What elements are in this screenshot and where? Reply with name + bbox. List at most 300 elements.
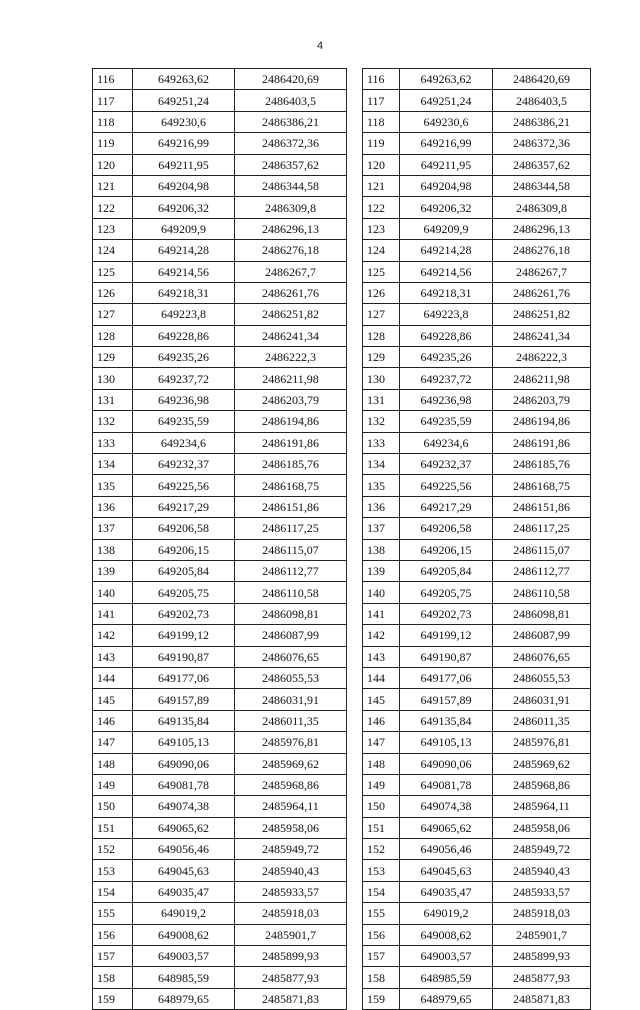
point-number-cell: 117 [93, 90, 133, 111]
table-row [363, 710, 591, 731]
x-coordinate-cell: 648985,59 [133, 967, 235, 988]
y-coordinate-cell: 2485933,57 [235, 881, 347, 902]
y-coordinate-cell: 2486261,76 [235, 282, 347, 303]
table-row [93, 988, 347, 1009]
y-coordinate-cell: 2486296,13 [235, 218, 347, 239]
point-number-cell: 124 [363, 240, 400, 261]
point-number-cell: 117 [363, 90, 400, 111]
y-coordinate-cell: 2486203,79 [493, 389, 591, 410]
table-row [93, 90, 347, 111]
y-coordinate-cell: 2486267,7 [493, 261, 591, 282]
x-coordinate-cell: 649202,73 [400, 603, 493, 624]
table-row [363, 411, 591, 432]
point-number-cell: 129 [363, 347, 400, 368]
table-row [363, 582, 591, 603]
x-coordinate-cell: 649209,9 [400, 218, 493, 239]
y-coordinate-cell: 2486191,86 [235, 432, 347, 453]
y-coordinate-cell: 2486194,86 [235, 411, 347, 432]
y-coordinate-cell: 2486031,91 [493, 689, 591, 710]
point-number-cell: 147 [93, 732, 133, 753]
table-row [93, 625, 347, 646]
point-number-cell: 146 [93, 710, 133, 731]
point-number-cell: 141 [93, 603, 133, 624]
point-number-cell: 138 [363, 539, 400, 560]
point-number-cell: 118 [93, 111, 133, 132]
y-coordinate-cell: 2485901,7 [493, 924, 591, 945]
y-coordinate-cell: 2485918,03 [493, 903, 591, 924]
point-number-cell: 144 [93, 667, 133, 688]
x-coordinate-cell: 649074,38 [133, 796, 235, 817]
table-row [363, 261, 591, 282]
x-coordinate-cell: 649056,46 [133, 839, 235, 860]
y-coordinate-cell: 2486168,75 [235, 475, 347, 496]
y-coordinate-cell: 2486251,82 [235, 304, 347, 325]
table-row [93, 133, 347, 154]
y-coordinate-cell: 2486267,7 [235, 261, 347, 282]
y-coordinate-cell: 2486098,81 [493, 603, 591, 624]
table-row [93, 240, 347, 261]
table-row [363, 304, 591, 325]
y-coordinate-cell: 2485958,06 [235, 817, 347, 838]
y-coordinate-cell: 2485976,81 [235, 732, 347, 753]
table-row [363, 689, 591, 710]
table-row [363, 282, 591, 303]
y-coordinate-cell: 2485871,83 [235, 988, 347, 1009]
y-coordinate-cell: 2486241,34 [493, 325, 591, 346]
point-number-cell: 121 [93, 175, 133, 196]
point-number-cell: 154 [93, 881, 133, 902]
x-coordinate-cell: 649216,99 [400, 133, 493, 154]
y-coordinate-cell: 2485877,93 [235, 967, 347, 988]
table-row [363, 154, 591, 175]
table-row [93, 903, 347, 924]
x-coordinate-cell: 649211,95 [400, 154, 493, 175]
x-coordinate-cell: 649206,15 [400, 539, 493, 560]
point-number-cell: 135 [363, 475, 400, 496]
point-number-cell: 145 [363, 689, 400, 710]
point-number-cell: 157 [93, 946, 133, 967]
point-number-cell: 152 [93, 839, 133, 860]
x-coordinate-cell: 649204,98 [133, 175, 235, 196]
point-number-cell: 147 [363, 732, 400, 753]
table-row [363, 518, 591, 539]
y-coordinate-cell: 2486076,65 [235, 646, 347, 667]
y-coordinate-cell: 2486112,77 [235, 560, 347, 581]
table-row [363, 946, 591, 967]
x-coordinate-cell: 649205,84 [400, 560, 493, 581]
point-number-cell: 123 [93, 218, 133, 239]
point-number-cell: 155 [93, 903, 133, 924]
table-row [363, 774, 591, 795]
x-coordinate-cell: 649206,58 [400, 518, 493, 539]
table-row [93, 603, 347, 624]
x-coordinate-cell: 649190,87 [133, 646, 235, 667]
y-coordinate-cell: 2486309,8 [493, 197, 591, 218]
table-row [363, 368, 591, 389]
y-coordinate-cell: 2486115,07 [493, 539, 591, 560]
table-row [93, 839, 347, 860]
point-number-cell: 125 [363, 261, 400, 282]
point-number-cell: 148 [363, 753, 400, 774]
table-row [363, 924, 591, 945]
x-coordinate-cell: 649177,06 [400, 667, 493, 688]
x-coordinate-cell: 649081,78 [400, 774, 493, 795]
x-coordinate-cell: 649003,57 [133, 946, 235, 967]
table-row [93, 154, 347, 175]
table-row [93, 389, 347, 410]
table-row [363, 796, 591, 817]
point-number-cell: 151 [363, 817, 400, 838]
table-row [363, 325, 591, 346]
table-row [363, 860, 591, 881]
x-coordinate-cell: 649019,2 [133, 903, 235, 924]
y-coordinate-cell: 2486241,34 [235, 325, 347, 346]
point-number-cell: 132 [93, 411, 133, 432]
y-coordinate-cell: 2486151,86 [235, 496, 347, 517]
y-coordinate-cell: 2486087,99 [235, 625, 347, 646]
table-row [93, 261, 347, 282]
y-coordinate-cell: 2485877,93 [493, 967, 591, 988]
x-coordinate-cell: 649008,62 [133, 924, 235, 945]
y-coordinate-cell: 2485940,43 [235, 860, 347, 881]
y-coordinate-cell: 2486211,98 [235, 368, 347, 389]
y-coordinate-cell: 2486420,69 [493, 69, 591, 90]
y-coordinate-cell: 2485940,43 [493, 860, 591, 881]
x-coordinate-cell: 649199,12 [400, 625, 493, 646]
point-number-cell: 148 [93, 753, 133, 774]
x-coordinate-cell: 648985,59 [400, 967, 493, 988]
table-body [93, 69, 347, 1010]
y-coordinate-cell: 2486194,86 [493, 411, 591, 432]
y-coordinate-cell: 2486011,35 [235, 710, 347, 731]
table-row [363, 753, 591, 774]
x-coordinate-cell: 649206,58 [133, 518, 235, 539]
x-coordinate-cell: 649223,8 [400, 304, 493, 325]
x-coordinate-cell: 649105,13 [133, 732, 235, 753]
x-coordinate-cell: 649035,47 [400, 881, 493, 902]
x-coordinate-cell: 649251,24 [133, 90, 235, 111]
point-number-cell: 159 [363, 988, 400, 1009]
table-row [93, 646, 347, 667]
point-number-cell: 126 [363, 282, 400, 303]
y-coordinate-cell: 2486117,25 [235, 518, 347, 539]
point-number-cell: 131 [363, 389, 400, 410]
point-number-cell: 158 [363, 967, 400, 988]
point-number-cell: 157 [363, 946, 400, 967]
point-number-cell: 146 [363, 710, 400, 731]
x-coordinate-cell: 649065,62 [133, 817, 235, 838]
table-row [363, 667, 591, 688]
point-number-cell: 134 [93, 454, 133, 475]
point-number-cell: 130 [363, 368, 400, 389]
table-row [363, 133, 591, 154]
x-coordinate-cell: 649045,63 [133, 860, 235, 881]
point-number-cell: 125 [93, 261, 133, 282]
point-number-cell: 128 [93, 325, 133, 346]
x-coordinate-cell: 648979,65 [400, 988, 493, 1009]
y-coordinate-cell: 2486222,3 [235, 347, 347, 368]
table-row [93, 304, 347, 325]
y-coordinate-cell: 2486151,86 [493, 496, 591, 517]
point-number-cell: 128 [363, 325, 400, 346]
y-coordinate-cell: 2485958,06 [493, 817, 591, 838]
y-coordinate-cell: 2485899,93 [493, 946, 591, 967]
point-number-cell: 122 [363, 197, 400, 218]
table-row [93, 924, 347, 945]
table-row [363, 454, 591, 475]
table-row [93, 282, 347, 303]
table-row [363, 817, 591, 838]
x-coordinate-cell: 649090,06 [400, 753, 493, 774]
x-coordinate-cell: 649205,75 [400, 582, 493, 603]
point-number-cell: 116 [363, 69, 400, 90]
table-row [363, 389, 591, 410]
point-number-cell: 138 [93, 539, 133, 560]
point-number-cell: 122 [93, 197, 133, 218]
x-coordinate-cell: 649214,56 [133, 261, 235, 282]
x-coordinate-cell: 649225,56 [133, 475, 235, 496]
y-coordinate-cell: 2486087,99 [493, 625, 591, 646]
table-row [93, 796, 347, 817]
y-coordinate-cell: 2486168,75 [493, 475, 591, 496]
table-row [363, 496, 591, 517]
x-coordinate-cell: 649235,59 [133, 411, 235, 432]
y-coordinate-cell: 2485969,62 [493, 753, 591, 774]
point-number-cell: 136 [363, 496, 400, 517]
point-number-cell: 127 [363, 304, 400, 325]
table-row [93, 347, 347, 368]
point-number-cell: 145 [93, 689, 133, 710]
x-coordinate-cell: 649199,12 [133, 625, 235, 646]
x-coordinate-cell: 649135,84 [400, 710, 493, 731]
y-coordinate-cell: 2486011,35 [493, 710, 591, 731]
table-row [93, 753, 347, 774]
table-row [363, 732, 591, 753]
y-coordinate-cell: 2485918,03 [235, 903, 347, 924]
table-row [93, 689, 347, 710]
y-coordinate-cell: 2486403,5 [235, 90, 347, 111]
x-coordinate-cell: 649263,62 [400, 69, 493, 90]
table-row [363, 560, 591, 581]
table-row [93, 582, 347, 603]
y-coordinate-cell: 2486403,5 [493, 90, 591, 111]
table-row [363, 175, 591, 196]
x-coordinate-cell: 649135,84 [133, 710, 235, 731]
table-row [93, 454, 347, 475]
y-coordinate-cell: 2485949,72 [493, 839, 591, 860]
x-coordinate-cell: 649228,86 [133, 325, 235, 346]
y-coordinate-cell: 2485871,83 [493, 988, 591, 1009]
x-coordinate-cell: 649209,9 [133, 218, 235, 239]
table-row [93, 946, 347, 967]
point-number-cell: 119 [363, 133, 400, 154]
x-coordinate-cell: 649056,46 [400, 839, 493, 860]
x-coordinate-cell: 649003,57 [400, 946, 493, 967]
point-number-cell: 139 [363, 560, 400, 581]
point-number-cell: 133 [363, 432, 400, 453]
y-coordinate-cell: 2486055,53 [493, 667, 591, 688]
y-coordinate-cell: 2485899,93 [235, 946, 347, 967]
x-coordinate-cell: 649236,98 [400, 389, 493, 410]
x-coordinate-cell: 649228,86 [400, 325, 493, 346]
point-number-cell: 153 [363, 860, 400, 881]
x-coordinate-cell: 649230,6 [133, 111, 235, 132]
x-coordinate-cell: 649157,89 [133, 689, 235, 710]
table-row [93, 817, 347, 838]
x-coordinate-cell: 649081,78 [133, 774, 235, 795]
x-coordinate-cell: 649206,15 [133, 539, 235, 560]
y-coordinate-cell: 2485933,57 [493, 881, 591, 902]
point-number-cell: 123 [363, 218, 400, 239]
x-coordinate-cell: 649090,06 [133, 753, 235, 774]
point-number-cell: 149 [93, 774, 133, 795]
y-coordinate-cell: 2485968,86 [493, 774, 591, 795]
y-coordinate-cell: 2486420,69 [235, 69, 347, 90]
point-number-cell: 156 [363, 924, 400, 945]
y-coordinate-cell: 2486344,58 [493, 175, 591, 196]
point-number-cell: 134 [363, 454, 400, 475]
x-coordinate-cell: 649234,6 [133, 432, 235, 453]
table-row [93, 667, 347, 688]
x-coordinate-cell: 649232,37 [400, 454, 493, 475]
point-number-cell: 137 [363, 518, 400, 539]
x-coordinate-cell: 649202,73 [133, 603, 235, 624]
x-coordinate-cell: 649235,26 [400, 347, 493, 368]
table-row [363, 881, 591, 902]
x-coordinate-cell: 649223,8 [133, 304, 235, 325]
table-row [93, 175, 347, 196]
x-coordinate-cell: 649237,72 [133, 368, 235, 389]
y-coordinate-cell: 2486112,77 [493, 560, 591, 581]
x-coordinate-cell: 649190,87 [400, 646, 493, 667]
x-coordinate-cell: 649225,56 [400, 475, 493, 496]
x-coordinate-cell: 649214,28 [133, 240, 235, 261]
x-coordinate-cell: 649211,95 [133, 154, 235, 175]
table-row [363, 432, 591, 453]
table-row [93, 860, 347, 881]
table-row [93, 368, 347, 389]
table-row [93, 218, 347, 239]
point-number-cell: 127 [93, 304, 133, 325]
table-row [363, 603, 591, 624]
point-number-cell: 154 [363, 881, 400, 902]
x-coordinate-cell: 649214,56 [400, 261, 493, 282]
y-coordinate-cell: 2486357,62 [235, 154, 347, 175]
y-coordinate-cell: 2485964,11 [235, 796, 347, 817]
y-coordinate-cell: 2485949,72 [235, 839, 347, 860]
y-coordinate-cell: 2486309,8 [235, 197, 347, 218]
coordinates-table-right [362, 68, 591, 1010]
y-coordinate-cell: 2486185,76 [493, 454, 591, 475]
table-row [93, 881, 347, 902]
point-number-cell: 158 [93, 967, 133, 988]
point-number-cell: 119 [93, 133, 133, 154]
y-coordinate-cell: 2486055,53 [235, 667, 347, 688]
y-coordinate-cell: 2486386,21 [235, 111, 347, 132]
table-row [363, 839, 591, 860]
table-row [93, 325, 347, 346]
x-coordinate-cell: 649216,99 [133, 133, 235, 154]
table-row [93, 710, 347, 731]
y-coordinate-cell: 2485964,11 [493, 796, 591, 817]
table-body [363, 69, 591, 1010]
point-number-cell: 151 [93, 817, 133, 838]
x-coordinate-cell: 649206,32 [400, 197, 493, 218]
x-coordinate-cell: 649251,24 [400, 90, 493, 111]
table-row [93, 411, 347, 432]
point-number-cell: 132 [363, 411, 400, 432]
page-number: 4 [316, 40, 324, 52]
point-number-cell: 159 [93, 988, 133, 1009]
y-coordinate-cell: 2486296,13 [493, 218, 591, 239]
point-number-cell: 153 [93, 860, 133, 881]
y-coordinate-cell: 2486115,07 [235, 539, 347, 560]
y-coordinate-cell: 2486344,58 [235, 175, 347, 196]
point-number-cell: 120 [93, 154, 133, 175]
point-number-cell: 149 [363, 774, 400, 795]
point-number-cell: 137 [93, 518, 133, 539]
point-number-cell: 120 [363, 154, 400, 175]
y-coordinate-cell: 2486110,58 [493, 582, 591, 603]
table-row [363, 240, 591, 261]
x-coordinate-cell: 649074,38 [400, 796, 493, 817]
x-coordinate-cell: 649214,28 [400, 240, 493, 261]
x-coordinate-cell: 649008,62 [400, 924, 493, 945]
y-coordinate-cell: 2486211,98 [493, 368, 591, 389]
point-number-cell: 156 [93, 924, 133, 945]
x-coordinate-cell: 649218,31 [133, 282, 235, 303]
table-row [363, 69, 591, 90]
y-coordinate-cell: 2486098,81 [235, 603, 347, 624]
x-coordinate-cell: 649217,29 [400, 496, 493, 517]
point-number-cell: 143 [93, 646, 133, 667]
x-coordinate-cell: 649105,13 [400, 732, 493, 753]
table-row [363, 646, 591, 667]
point-number-cell: 135 [93, 475, 133, 496]
point-number-cell: 142 [363, 625, 400, 646]
y-coordinate-cell: 2485976,81 [493, 732, 591, 753]
table-row [93, 197, 347, 218]
point-number-cell: 150 [363, 796, 400, 817]
y-coordinate-cell: 2486251,82 [493, 304, 591, 325]
table-row [363, 625, 591, 646]
y-coordinate-cell: 2486191,86 [493, 432, 591, 453]
x-coordinate-cell: 649218,31 [400, 282, 493, 303]
x-coordinate-cell: 649204,98 [400, 175, 493, 196]
point-number-cell: 150 [93, 796, 133, 817]
y-coordinate-cell: 2486276,18 [235, 240, 347, 261]
point-number-cell: 141 [363, 603, 400, 624]
point-number-cell: 130 [93, 368, 133, 389]
point-number-cell: 131 [93, 389, 133, 410]
x-coordinate-cell: 649263,62 [133, 69, 235, 90]
point-number-cell: 152 [363, 839, 400, 860]
table-row [93, 774, 347, 795]
x-coordinate-cell: 648979,65 [133, 988, 235, 1009]
x-coordinate-cell: 649217,29 [133, 496, 235, 517]
y-coordinate-cell: 2486031,91 [235, 689, 347, 710]
x-coordinate-cell: 649230,6 [400, 111, 493, 132]
x-coordinate-cell: 649177,06 [133, 667, 235, 688]
table-row [363, 475, 591, 496]
x-coordinate-cell: 649019,2 [400, 903, 493, 924]
table-row [363, 967, 591, 988]
point-number-cell: 126 [93, 282, 133, 303]
y-coordinate-cell: 2486372,36 [235, 133, 347, 154]
x-coordinate-cell: 649236,98 [133, 389, 235, 410]
y-coordinate-cell: 2486222,3 [493, 347, 591, 368]
x-coordinate-cell: 649035,47 [133, 881, 235, 902]
